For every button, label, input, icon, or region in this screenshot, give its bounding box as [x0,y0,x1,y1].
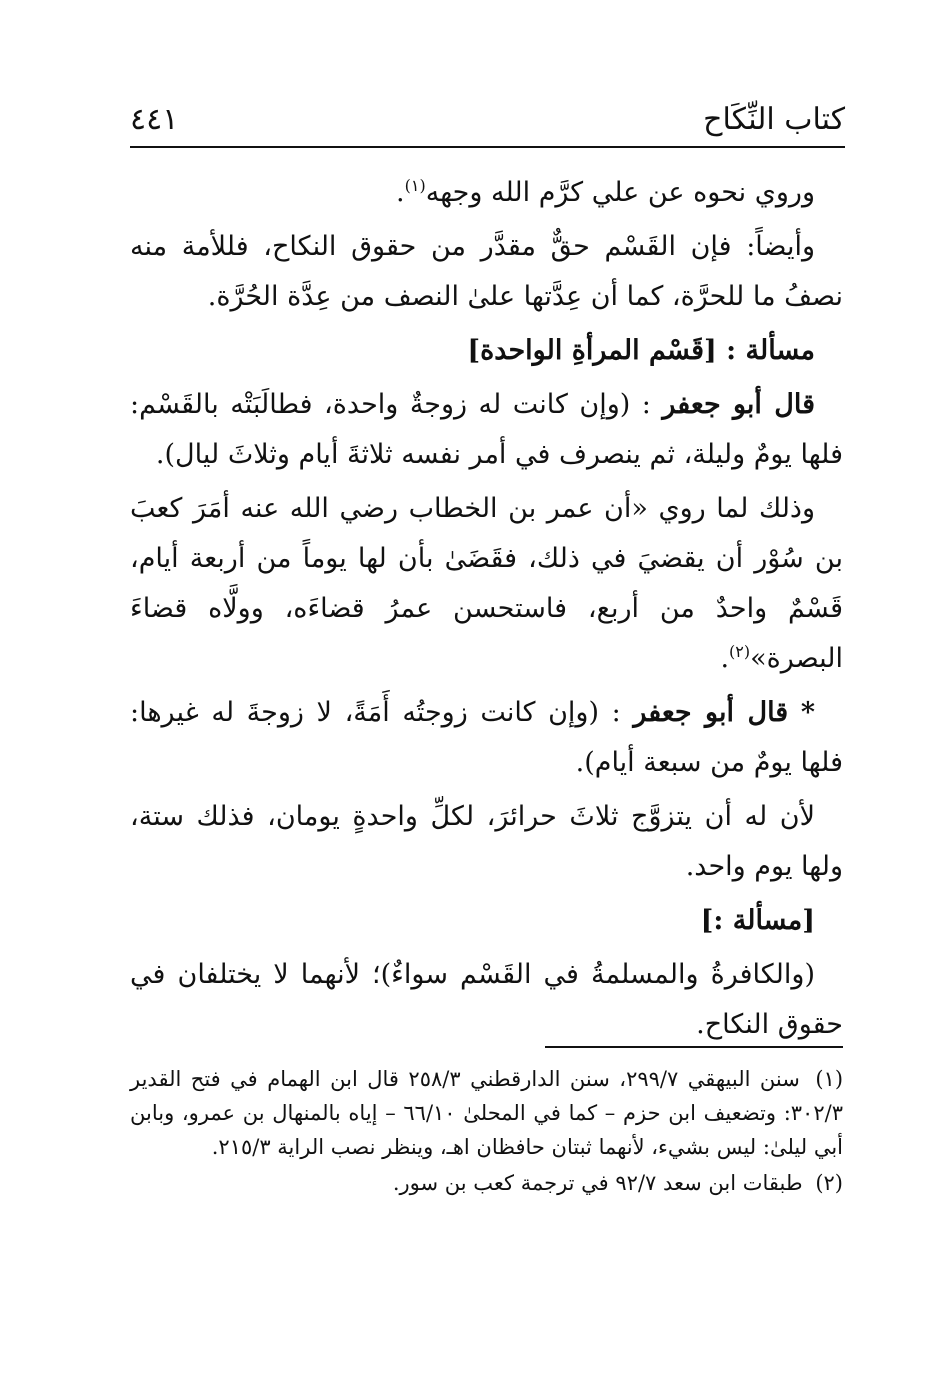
footnotes [130,1062,843,1202]
footnote-ref-2[interactable]: (٢) [729,642,751,661]
footnote-1: (١) سنن البيهقي ٢٩٩/٧، سنن الدارقطني ٢٥٨/٣ قال ابن الهمام في فتح القدير ٣٠٢/٣: وتضعيف ابن حزم – كما في المحلىٰ ٦٦/١٠ – إياه بالمنهال بن عمرو، وبابن أبي ليلىٰ: ليس بشيء، لأنهما ثبتان حافظان اهـ، وينظر نصب الراية ٢١٥/٣. [130,1067,844,1159]
page-number: ٤٤١ [130,102,179,137]
issue-heading-2: [مسألة :] [700,905,815,936]
paragraph-1: وروي نحوه عن علي كرَّم الله وجهه$^{(١)}$. [396,176,815,208]
paragraph-2: وأيضاً: فإن القَسْم حقٌّ مقدَّر من حقوق النكاح، فللأمة منه نصفُ ما للحرَّة، كما أن عِدَّتها علىٰ النصف من عِدَّة الحُرَّة. [130,231,843,312]
footnote-2: (٢) طبقات ابن سعد ٩٢/٧ في ترجمة كعب بن سور. [392,1171,843,1195]
main-text [130,168,843,1054]
footnote-ref-1[interactable]: (١) [404,176,426,195]
footnote-divider [545,1046,843,1048]
page-header [130,96,845,148]
paragraph-7: (والكافرةُ والمسلمةُ في القَسْم سواءٌ)؛ لأنهما لا يختلفان في حقوق النكاح. [130,959,843,1040]
paragraph-6: لأن له أن يتزوَّج ثلاثَ حرائرَ، لكلِّ واحدةٍ يومان، فذلك ستة، ولها يوم واحد. [130,801,843,882]
speaker-label: قال أبو جعفر [633,697,789,728]
issue-heading-1: مسألة : [قَسْم المرأةِ الواحدة] [467,335,815,366]
paragraph-4: وذلك لما روي «أن عمر بن الخطاب رضي الله عنه أمَرَ كعبَ بن سُوْر أن يقضيَ في ذلك، فقَضَىٰ بأن لها يوماً من أربعة أيام، قَسْمٌ واحدٌ من أربع، فاستحسن عمرُ قضاءَه، وولَّاه قضاءَ البصرة»$^{(٢)}$. [130,493,843,674]
star-marker: * [800,697,815,728]
speaker-label: قال أبو جعفر [662,389,815,420]
footnote-number: (٢) [815,1171,843,1195]
paragraph-5: * قال أبو جعفر : (وإن كانت زوجتُه أَمَةً، لا زوجةَ له غيرها: فلها يومٌ من سبعة أيام). [130,697,843,778]
footnote-number: (١) [815,1067,844,1091]
paragraph-3: قال أبو جعفر : (وإن كانت له زوجةٌ واحدة، فطالَبَتْه بالقَسْم: فلها يومٌ وليلة، ثم ينصرف في أمر نفسه ثلاثةَ أيام وثلاثَ ليال). [130,389,843,470]
chapter-title: كتاب النِّكَاح [703,102,845,137]
